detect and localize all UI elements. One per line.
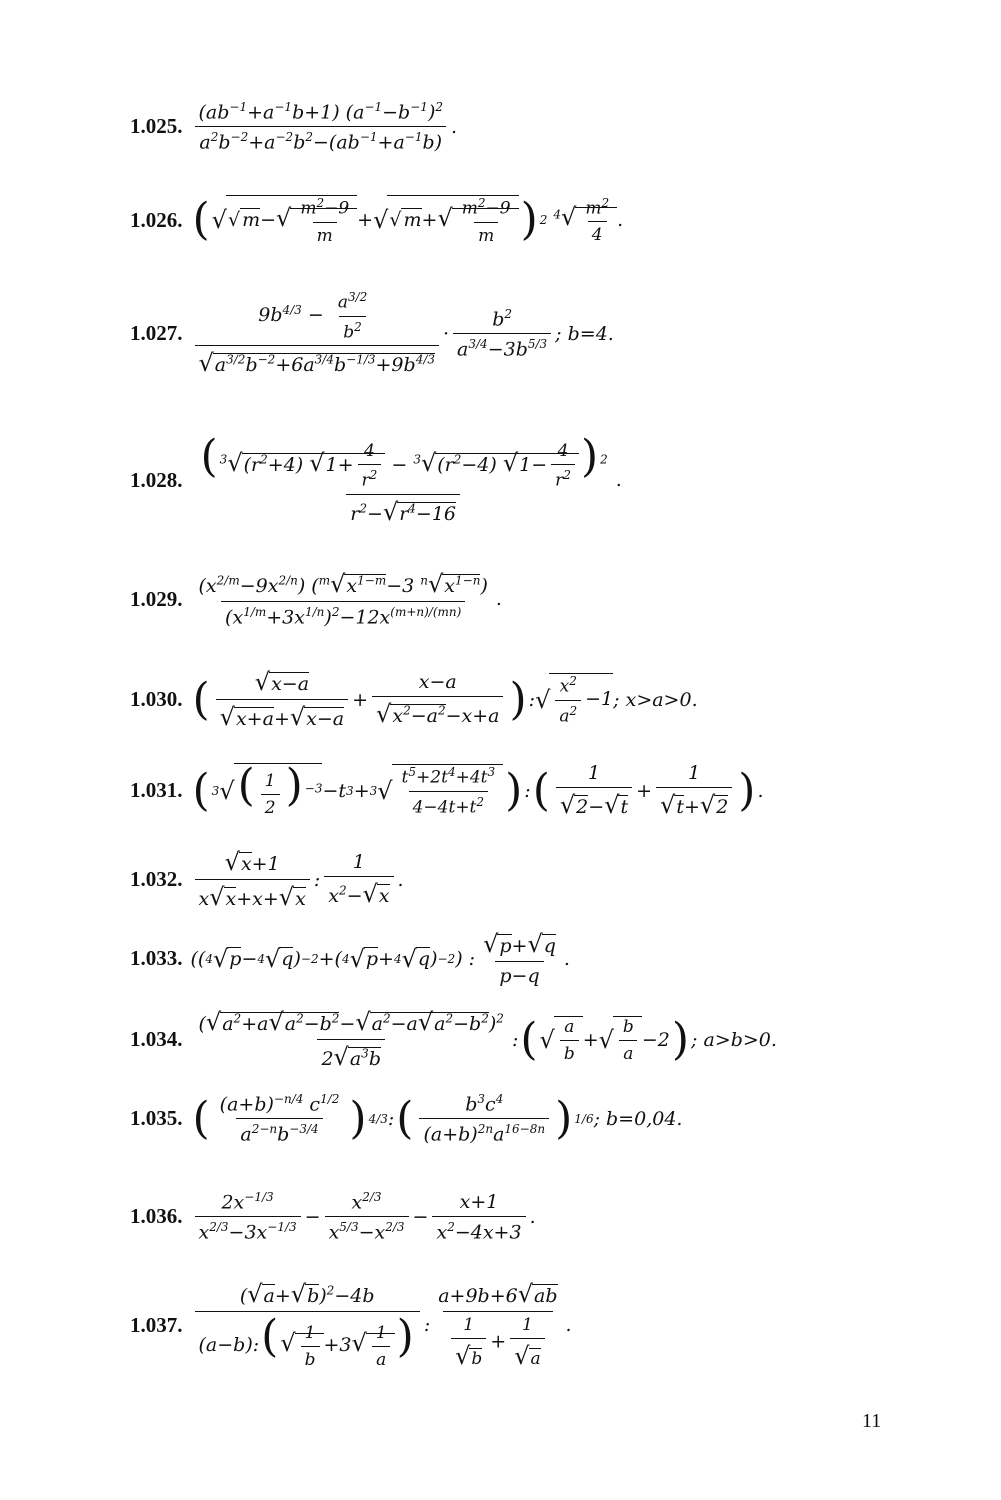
problem-1-025 xyxy=(130,100,457,154)
math-expression: $\frac{(ab^{-1}+a^{-1}b+1) (a^{-1}-b^{-1})^2}{a^2b^{-2}+a^{-2}b^2-(ab^{-1}+a^{-1}b)}$ . xyxy=(191,100,458,154)
problem-number: 1.033. xyxy=(130,946,183,970)
problem-1-027 xyxy=(130,290,614,377)
condition: ; x>a>0. xyxy=(613,688,698,711)
problem-number: 1.029. xyxy=(130,586,183,611)
problem-number: 1.025. xyxy=(130,114,183,139)
problem-1-036 xyxy=(130,1190,536,1244)
problem-number: 1.026. xyxy=(130,207,183,232)
problem-number: 1.032. xyxy=(130,867,183,891)
condition: ; b=0,04. xyxy=(593,1107,683,1130)
math-expression: ( $\frac{(a+b)^{-n/4} c^{1/2}}{a^{2-n}b^{-3/4}}$ ) 4/3 : ( $\frac{b^3c^4}{(a+b)^{2n}a^{16-8n}}$ ) 1/6 ; b=0,04. xyxy=(192,1092,683,1146)
condition: ; a>b>0. xyxy=(691,1028,777,1051)
problem-1-033 xyxy=(130,930,570,987)
condition: ; b=4. xyxy=(555,322,614,345)
problem-1-032 xyxy=(130,848,404,911)
problem-1-031 xyxy=(130,759,764,819)
math-expression: $\frac{(√a^2+a√a^2-b^2-√a^2-a√a^2-b^2)^2}{2√a^3b}$ : ( √ $\frac{a}{b}$ + √ $\frac{b}{a}$ −2 ) ; a>b>0. xyxy=(198,1008,777,1071)
problem-1-037 xyxy=(130,1280,572,1370)
problem-1-028 xyxy=(130,431,622,526)
math-expression: $\frac{2x^{-1/3}}{x^{2/3}-3x^{-1/3}}$ − $\frac{x^{2/3}}{x^{5/3}-x^{2/3}}$ − $\frac{x+1}{x^2-4x+3}$ . xyxy=(191,1190,536,1244)
problem-1-029 xyxy=(130,570,502,628)
problem-number: 1.031. xyxy=(130,778,183,802)
math-expression: $\frac{(x^{2/m}-9x^{2/n}) (^m√x^{1-m}-3 ^n√x^{1-n})}{(x^{1/m}+3x^{1/n})^2-12x^{(m+n)/(mn)}}$ . xyxy=(198,570,502,629)
problem-number: 1.037. xyxy=(130,1312,183,1337)
problem-number: 1.028. xyxy=(130,467,183,492)
problem-1-030 xyxy=(130,668,698,731)
problem-number: 1.034. xyxy=(130,1027,183,1051)
page-number: 11 xyxy=(862,1410,882,1432)
problem-number: 1.035. xyxy=(130,1106,183,1131)
problem-number: 1.036. xyxy=(130,1204,183,1229)
math-expression: $(√a+√b)^2-4b$ (a−b):(√ $\frac{1}{b}$ +3√ $\frac{1}{a}$ ) : a+9b+6√ab $\frac{1}{√b}$ + $\frac{1}{√a}$ . xyxy=(191,1280,572,1370)
problem-1-026 xyxy=(130,195,623,246)
problem-number: 1.027. xyxy=(130,321,183,346)
problem-1-034 xyxy=(130,1008,777,1071)
math-expression: ( √ √ m−√ $\frac{m^2-9}{m}$ + √ √ m+√ $\frac{m^2-9}{m}$ ) 2 $^4$√ $\frac{m^2}{4}$ . xyxy=(192,194,624,246)
math-expression: $\frac{√x+1}{x√x+x+√x}$ : $\frac{1}{x^2-√x}$ . xyxy=(191,848,404,911)
math-expression: ( $\frac{√x-a}{√x+a+√x-a}$ + $\frac{x-a}{√x^2-a^2-x+a}$ ) : √ $\frac{x^2}{a^2}$ −1 ; x>a>0. xyxy=(192,668,698,731)
problem-number: 1.030. xyxy=(130,687,183,711)
math-expression: ( $^3√(r^2+4)$ √1+ $\frac{4}{r^2}$ − $^3√(r^2-4)$ √1− $\frac{4}{r^2}$ ) $^2$ $r^2-√r^4-16$ . xyxy=(200,431,622,526)
math-expression: ( 3 √ ( $\frac{1}{2}$ ) $^{-3}$ −t 3 + 3 √ $\frac{t^5+2t^4+4t^3}{4-4t+t^2}$ ) : ( $\frac{1}{√2-√t}$ + $\frac{1}{√t+√2}$ ) . xyxy=(192,759,764,819)
math-expression: (( 4 √ p − 4 √ q ) −2 +( 4 √ p + 4 √ q ) −2 ) : $\frac{√p+√q}{p-q}$ . xyxy=(190,930,570,987)
problem-1-035 xyxy=(130,1092,682,1146)
math-expression: $9b^{4/3}$ − $\frac{a^{3/2}}{b^2}$ $√a^{3/2}b^{-2}+6a^{3/4}b^{-1/3}+9b^{4/3}$ · $\frac{b^2}{a^{3/4}-3b^{5/3}}$ ; b=4. xyxy=(191,290,614,377)
